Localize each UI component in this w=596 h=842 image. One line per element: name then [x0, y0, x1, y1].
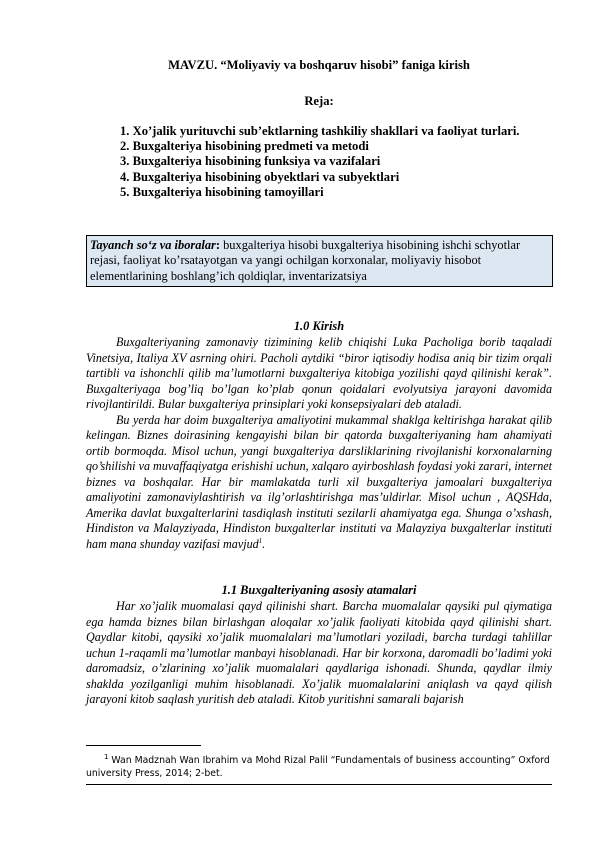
plan-heading: Reja: — [304, 94, 334, 108]
plan-list — [86, 124, 552, 200]
footnote-ref[interactable]: 1 — [258, 536, 263, 545]
intro-body — [86, 335, 552, 552]
page-bottom-rule — [86, 784, 552, 785]
footnote-text: Wan Madznah Wan Ibrahim va Mohd Rizal Palil “Fundamentals of business accounting” Oxford university Press, 2014; 2-bet. — [86, 755, 550, 779]
footnote-separator — [86, 745, 201, 746]
plan-item: 3. Buxgalteriya hisobining funksiya va vazifalari — [120, 154, 381, 169]
document-title: MAVZU. “Moliyaviy va boshqaruv hisobi” faniga kirish — [168, 58, 470, 72]
plan-item: 5. Buxgalteriya hisobining tamoyillari — [120, 184, 324, 199]
paragraph: Har xo’jalik muomalasi qayd qilinishi shart. Barcha muomalalar qaysiki pul qiymatiga ega hamda biznes bilan birlashgan aloqalar xo’jalik faoliyati kitobida qayd qilinishi shart. Qaydlar kitobi, qaysiki xo’jalik muomalalari ma’lumotlari yoziladi, barcha turdagi tahlillar uchun 1-raqamli ma’lumotlar manbayi hisoblanadi. Har bir korxona, daromadli bo’ladimi yoki daromadsiz, o’zlarining xo’jalik muomalalari qaydlariga ishonadi. Shunda, qaydlar ilmiy shaklda yozilganligi muhim hisoblanadi. Xo’jalik muomalalarini aniqlash va qayd qilish jarayoni kitob saqlash yuritish deb ataladi. Kitob yuritishni samarali bajarish — [86, 599, 552, 706]
terms-body — [86, 599, 552, 708]
plan-item: 1. Xo’jalik yurituvchi sub’ektlarning tashkiliy shakllari va faoliyat turlari. — [120, 124, 520, 138]
footnote-number: 1 — [104, 752, 109, 761]
keywords-label: Tayanch so‘z va iboralar — [90, 238, 216, 252]
section-heading-terms: 1.1 Buxgalteriyaning asosiy atamalari — [221, 583, 417, 597]
paragraph-end: . — [262, 536, 266, 551]
keywords-box: Tayanch so‘z va iboralar: buxgalteriya hisobi buxgalteriya hisobining ishchi schyotlar rejasi, faoliyat ko’rsatayotgan va yangi ochilgan korxonalar, moliyaviy hisobot elementlarining boshlang’ich qoldiqlar, inventarizatsiya — [86, 235, 553, 287]
section-heading-intro: 1.0 Kirish — [293, 319, 345, 333]
keywords-text: buxgalteriya hisobi buxgalteriya hisobining ishchi schyotlar rejasi, faoliyat ko’rsatayotgan va yangi ochilgan korxonalar, moliyaviy hisobot elementlarining boshlang’ich qoldiqlar, inventarizatsiya — [90, 238, 521, 283]
paragraph-text: Bu yerda har doim buxgalteriya amaliyotini mukammal shaklga keltirishga harakat qilib kelingan. Biznes doirasining kengayishi bilan bir qatorda buxgalteriyaning ham ahamiyati ortib bormoqda. Misol uchun, yangi buxgalteriya darsliklarining rivojlanishi korxonalarning qo’shilishi va muvaffaqiyatga erishishi uchun, xalqaro ayirboshlash foydasi yoki zarari, internet biznes va boshqalar. Har bir mamlakatda turli xil buxgalteriya jamoalari buxgalteriya amaliyotini zamonaviylashtirish va ilg’orlashtirishga mas’uldirlar. Misol uchun , AQSHda, Amerika davlat buxgalterlarini tasdiqlash instituti sezilarli ahamiyatga ega. Shunga o’xshash, Hindiston va Malayziyada, Hindiston buxgalterlar instituti va Malayziya buxgalterlar instituti ham mana shunday vazifasi mavjud — [86, 412, 552, 551]
plan-item: 2. Buxgalteriya hisobining predmeti va metodi — [120, 139, 369, 154]
plan-item: 4. Buxgalteriya hisobining obyektlari va subyektlari — [120, 169, 400, 184]
paragraph — [86, 413, 552, 553]
footnote — [86, 752, 552, 780]
paragraph: Buxgalteriyaning zamonaviy tizimining kelib chiqishi Luka Pacholiga borib taqaladi Vinetsiya, Italiya XV asrning ohiri. Pacholi aytdiki “biror iqtisodiy hodisa aniq bir tizim orqali tartibli va ishonchli qilib ma’lumotlarni buxgalteriya kitobiga yozilishi qayd qilinishi kerak”. Buxgalteriyaga bog’liq bo’lgan ko’plab qonun qoidalari evolyutsiya jarayoni davomida rivojlantirildi. Bular buxgalteriya prinsiplari yoki konsepsiyalari deb ataladi. — [86, 335, 552, 411]
